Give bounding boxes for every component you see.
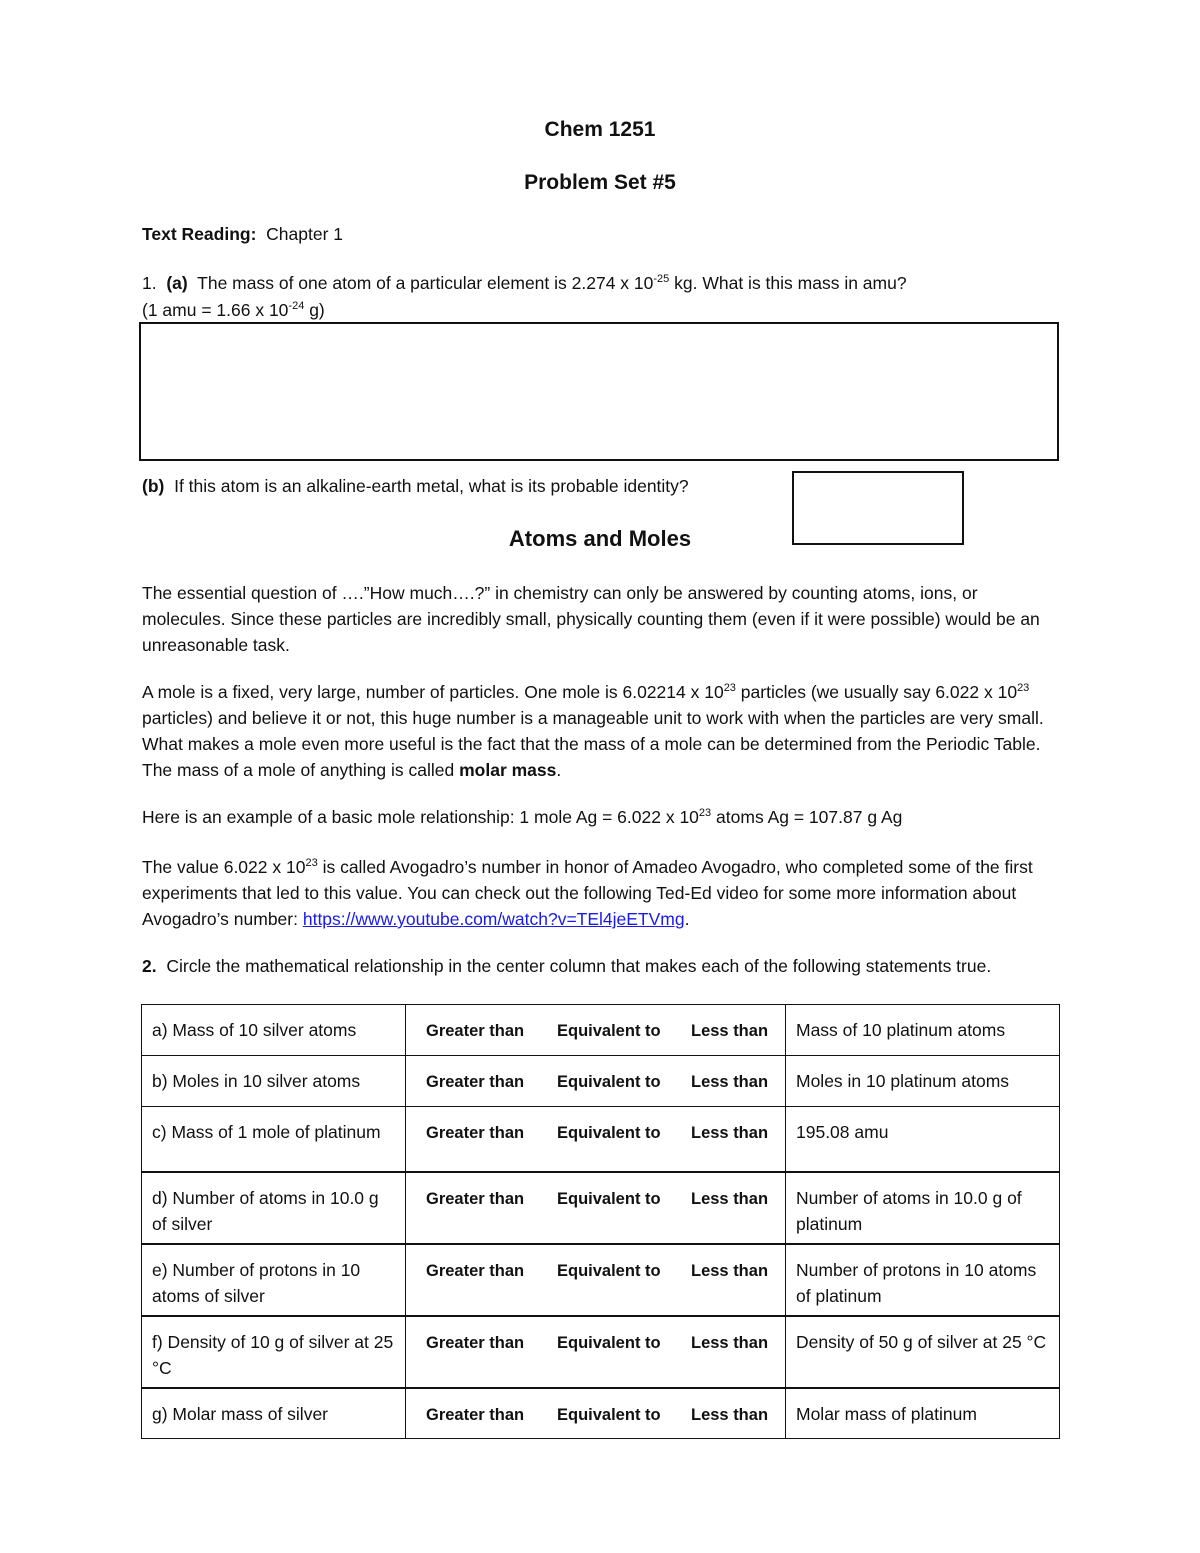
row-left-statement: d) Number of atoms in 10.0 g of silver <box>142 1172 406 1244</box>
row-left-statement: a) Mass of 10 silver atoms <box>142 1005 406 1056</box>
exponent: -24 <box>288 300 305 312</box>
question-text: Circle the mathematical relationship in the center column that makes each of the following statements true. <box>166 956 992 976</box>
comparison-table <box>141 1004 1060 1439</box>
molar-mass-term: molar mass <box>459 760 557 780</box>
reading-value: Chapter 1 <box>266 224 344 244</box>
option-equivalent-to[interactable]: Equivalent to <box>557 1405 661 1424</box>
table-row <box>142 1056 1060 1107</box>
relationship-options <box>406 1244 786 1316</box>
question-text: The mass of one atom of a particular element is 2.274 x 10 <box>197 273 654 293</box>
option-less-than[interactable]: Less than <box>691 1333 769 1352</box>
option-greater-than[interactable]: Greater than <box>426 1073 525 1091</box>
conversion-text: g) <box>304 300 325 320</box>
table-row <box>142 1244 1060 1316</box>
table-row <box>142 1107 1060 1172</box>
row-right-statement: Density of 50 g of silver at 25 °C <box>786 1316 1060 1388</box>
relationship-options <box>406 1056 786 1107</box>
row-left-statement: g) Molar mass of silver <box>142 1388 406 1439</box>
para-text: . <box>556 760 562 780</box>
part-label: (b) <box>142 476 165 496</box>
row-right-statement: Mass of 10 platinum atoms <box>786 1005 1060 1056</box>
para-text: is called Avogadro’s number in honor of Amadeo Avogadro, who completed some of the first experiments that led to this value. You can check out the following Ted-Ed video for some more information about Avogadro’s number: <box>142 857 1033 929</box>
option-equivalent-to[interactable]: Equivalent to <box>557 1022 661 1040</box>
question-1a <box>142 270 907 296</box>
option-greater-than[interactable]: Greater than <box>426 1189 525 1208</box>
relationship-options <box>406 1388 786 1439</box>
row-right-statement: 195.08 amu <box>786 1107 1060 1172</box>
option-less-than[interactable]: Less than <box>691 1022 769 1040</box>
row-right-statement: Number of atoms in 10.0 g of platinum <box>786 1172 1060 1244</box>
question-1b <box>142 473 689 499</box>
page-title: Problem Set #5 <box>524 171 676 194</box>
text-reading <box>142 221 343 247</box>
option-equivalent-to[interactable]: Equivalent to <box>557 1333 661 1352</box>
para-text: particles) and believe it or not, this huge number is a manageable unit to work with when the particles are very small. What makes a mole even more useful is the fact that the mass of a mole can be determined from the Periodic Table. The mass of a mole of anything is called <box>142 708 1044 780</box>
relationship-options <box>406 1005 786 1056</box>
exponent: 23 <box>1017 682 1030 694</box>
para-text: particles (we usually say 6.022 x 10 <box>735 682 1018 702</box>
question-text: kg. What is this mass in amu? <box>669 273 907 293</box>
exponent: 23 <box>723 682 736 694</box>
para-text: Here is an example of a basic mole relationship: 1 mole Ag = 6.022 x 10 <box>142 807 699 827</box>
option-equivalent-to[interactable]: Equivalent to <box>557 1261 661 1280</box>
para-text: atoms Ag = 107.87 g Ag <box>711 807 903 827</box>
option-less-than[interactable]: Less than <box>691 1405 769 1424</box>
option-less-than[interactable]: Less than <box>691 1261 769 1280</box>
course-title: Chem 1251 <box>544 118 656 141</box>
part-label: (a) <box>166 273 188 293</box>
question-number: 2. <box>142 956 157 976</box>
option-equivalent-to[interactable]: Equivalent to <box>557 1189 661 1208</box>
reading-label: Text Reading: <box>142 224 257 244</box>
para-text: A mole is a fixed, very large, number of particles. One mole is 6.02214 x 10 <box>142 682 724 702</box>
row-right-statement: Moles in 10 platinum atoms <box>786 1056 1060 1107</box>
row-right-statement: Molar mass of platinum <box>786 1388 1060 1439</box>
row-left-statement: e) Number of protons in 10 atoms of silver <box>142 1244 406 1316</box>
table-row <box>142 1388 1060 1439</box>
paragraph-4 <box>142 854 1062 932</box>
table-row <box>142 1005 1060 1056</box>
row-left-statement: c) Mass of 1 mole of platinum <box>142 1107 406 1172</box>
para-text: The value 6.022 x 10 <box>142 857 306 877</box>
option-greater-than[interactable]: Greater than <box>426 1022 525 1040</box>
conversion-note <box>142 297 325 323</box>
option-less-than[interactable]: Less than <box>691 1124 769 1142</box>
table-row <box>142 1172 1060 1244</box>
option-greater-than[interactable]: Greater than <box>426 1124 525 1142</box>
paragraph-1: The essential question of ….”How much….?” in chemistry can only be answered by counting atoms, ions, or molecules. Since these particles are incredibly small, physically counting them (even if it were possible) would be an unreasonable task. <box>142 583 1040 655</box>
row-left-statement: f) Density of 10 g of silver at 25 °C <box>142 1316 406 1388</box>
row-right-statement: Number of protons in 10 atoms of platinum <box>786 1244 1060 1316</box>
section-title: Atoms and Moles <box>508 526 692 551</box>
question-2 <box>142 953 1022 979</box>
conversion-text: (1 amu = 1.66 x 10 <box>142 300 289 320</box>
para-text: . <box>684 909 690 929</box>
option-greater-than[interactable]: Greater than <box>426 1405 525 1424</box>
exponent: 23 <box>305 857 318 869</box>
option-greater-than[interactable]: Greater than <box>426 1333 525 1352</box>
video-link[interactable]: https://www.youtube.com/watch?v=TEl4jeETVmg <box>302 909 685 929</box>
relationship-options <box>406 1172 786 1244</box>
exponent: 23 <box>698 807 712 819</box>
paragraph-3 <box>142 804 902 830</box>
question-number: 1. <box>142 273 157 293</box>
relationship-options <box>406 1107 786 1172</box>
table-row <box>142 1316 1060 1388</box>
exponent: -25 <box>653 273 670 285</box>
relationship-options <box>406 1316 786 1388</box>
option-equivalent-to[interactable]: Equivalent to <box>557 1073 661 1091</box>
option-less-than[interactable]: Less than <box>691 1189 769 1208</box>
row-left-statement: b) Moles in 10 silver atoms <box>142 1056 406 1107</box>
option-equivalent-to[interactable]: Equivalent to <box>557 1124 661 1142</box>
option-greater-than[interactable]: Greater than <box>426 1261 525 1280</box>
question-text: If this atom is an alkaline-earth metal, what is its probable identity? <box>174 476 689 496</box>
option-less-than[interactable]: Less than <box>691 1073 769 1091</box>
answer-box-1a[interactable] <box>139 322 1059 461</box>
paragraph-2 <box>142 679 1062 783</box>
